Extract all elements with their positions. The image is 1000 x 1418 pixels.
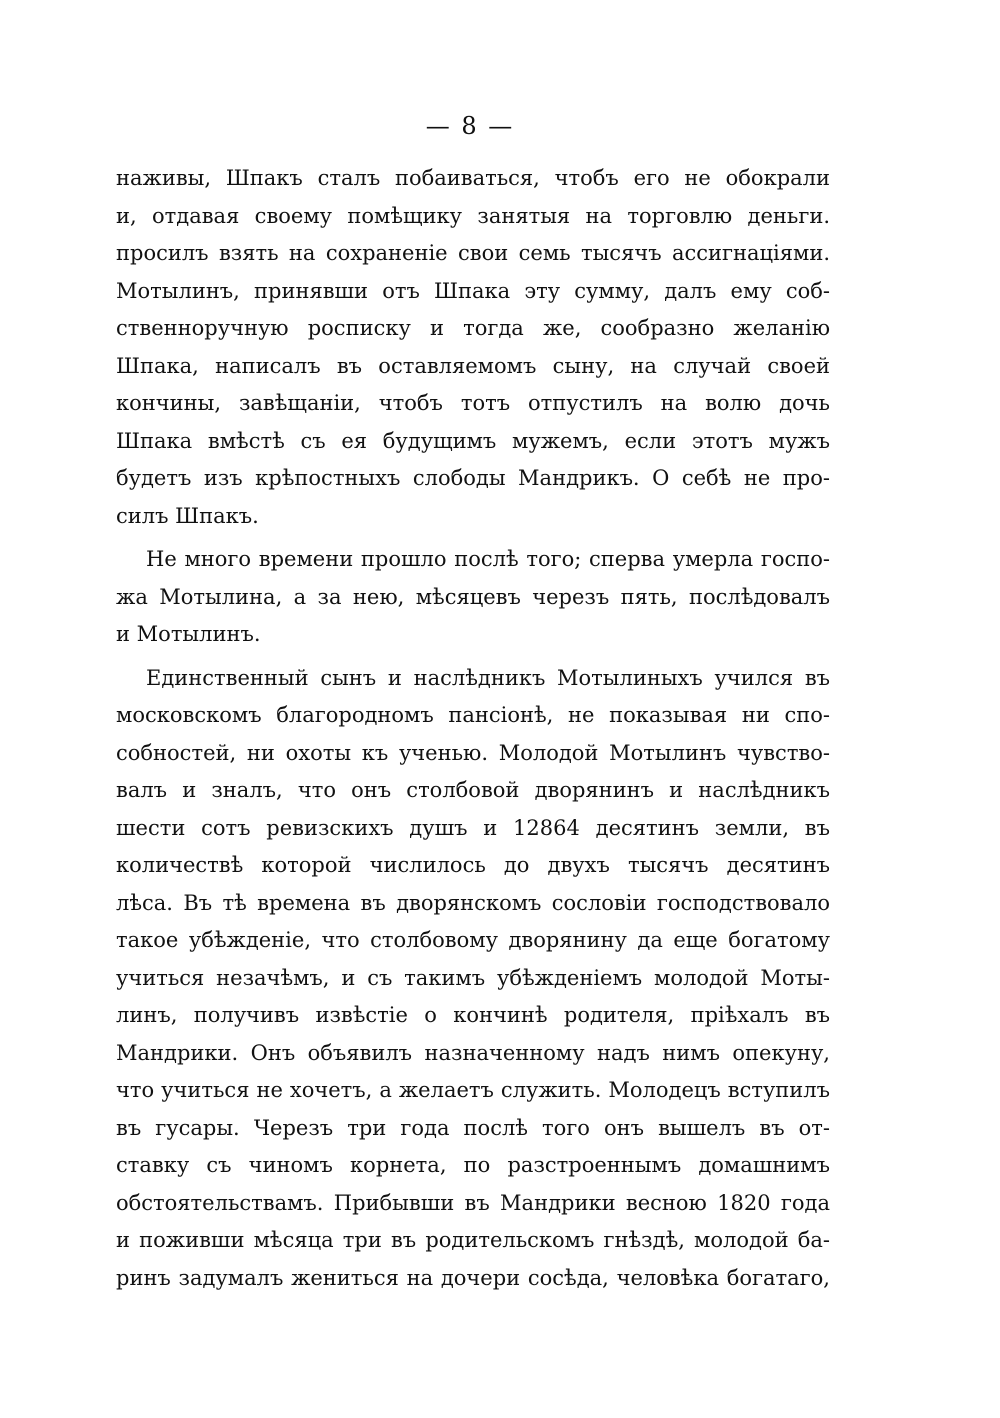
text-line: шести сотъ ревизскихъ душъ и 12864 десятинъ земли, въ — [116, 815, 830, 840]
text-line: линъ, получивъ извѣстіе о кончинѣ родителя, пріѣхалъ въ — [116, 1003, 830, 1027]
text-line: валъ и зналъ, что онъ столбовой дворянинъ и наслѣдникъ — [116, 778, 830, 802]
page-number: — 8 — — [425, 112, 515, 140]
text-line: Единственный сынъ и наслѣдникъ Мотылиныхъ учился въ — [146, 665, 830, 690]
text-line: лѣса. Въ тѣ времена въ дворянскомъ сословіи господствовало — [116, 890, 830, 915]
text-line: наживы, Шпакъ сталъ побаиваться, чтобъ его не обокрали — [116, 166, 830, 190]
paragraph — [116, 660, 830, 1298]
text-line: силъ Шпакъ. — [116, 503, 259, 528]
text-line: и Мотылинъ. — [116, 622, 261, 646]
text-line: ринъ задумалъ жениться на дочери сосѣда, человѣка богатаго, — [116, 1265, 830, 1290]
paragraph — [116, 541, 830, 654]
paragraph — [116, 160, 830, 535]
text-line: количествѣ которой числилось до двухъ тысячъ десятинъ — [116, 853, 830, 877]
text-line: Шпака, написалъ въ оставляемомъ сыну, на случай своей — [116, 353, 830, 378]
text-line: жа Мотылина, а за нею, мѣсяцевъ черезъ пять, послѣдовалъ — [116, 584, 830, 609]
text-line: ставку съ чиномъ корнета, по разстроеннымъ домашнимъ — [116, 1153, 830, 1177]
text-line: будетъ изъ крѣпостныхъ слободы Мандрикъ. О себѣ не про- — [116, 466, 830, 490]
text-line: обстоятельствамъ. Прибывши въ Мандрики весною 1820 года — [116, 1190, 830, 1215]
text-line: кончины, завѣщаніи, чтобъ тотъ отпустилъ на волю дочь — [116, 391, 830, 415]
text-line: собностей, ни охоты къ ученью. Молодой Мотылинъ чувство- — [116, 740, 830, 765]
text-line: что учиться не хочетъ, а желаетъ служить. Молодецъ вступилъ — [116, 1078, 830, 1102]
text-line: ственноручную росписку и тогда же, сообразно желанію — [116, 316, 830, 340]
text-line: Шпака вмѣстѣ съ ея будущимъ мужемъ, если этотъ мужъ — [116, 428, 830, 453]
text-line: учиться незачѣмъ, и съ такимъ убѣжденіемъ молодой Моты- — [116, 965, 830, 990]
text-line: просилъ взять на сохраненіе свои семь тысячъ ассигнаціями. — [116, 241, 830, 265]
text-line: Мандрики. Онъ объявилъ назначенному надъ нимъ опекуну, — [116, 1040, 830, 1065]
text-line: и, отдавая своему помѣщику занятыя на торговлю деньги. — [116, 203, 830, 228]
text-line: и поживши мѣсяца три въ родительскомъ гнѣздѣ, молодой ба- — [116, 1228, 830, 1252]
text-line: московскомъ благородномъ пансіонѣ, не показывая ни спо- — [116, 703, 830, 727]
text-line: въ гусары. Черезъ три года послѣ того онъ вышелъ въ от- — [116, 1115, 830, 1140]
text-line: Не много времени прошло послѣ того; сперва умерла госпо- — [146, 547, 830, 571]
text-line: такое убѣжденіе, что столбовому дворянину да еще богатому — [116, 928, 830, 952]
text-line: Мотылинъ, принявши отъ Шпака эту сумму, далъ ему соб- — [116, 278, 830, 303]
body-text — [116, 160, 830, 1297]
